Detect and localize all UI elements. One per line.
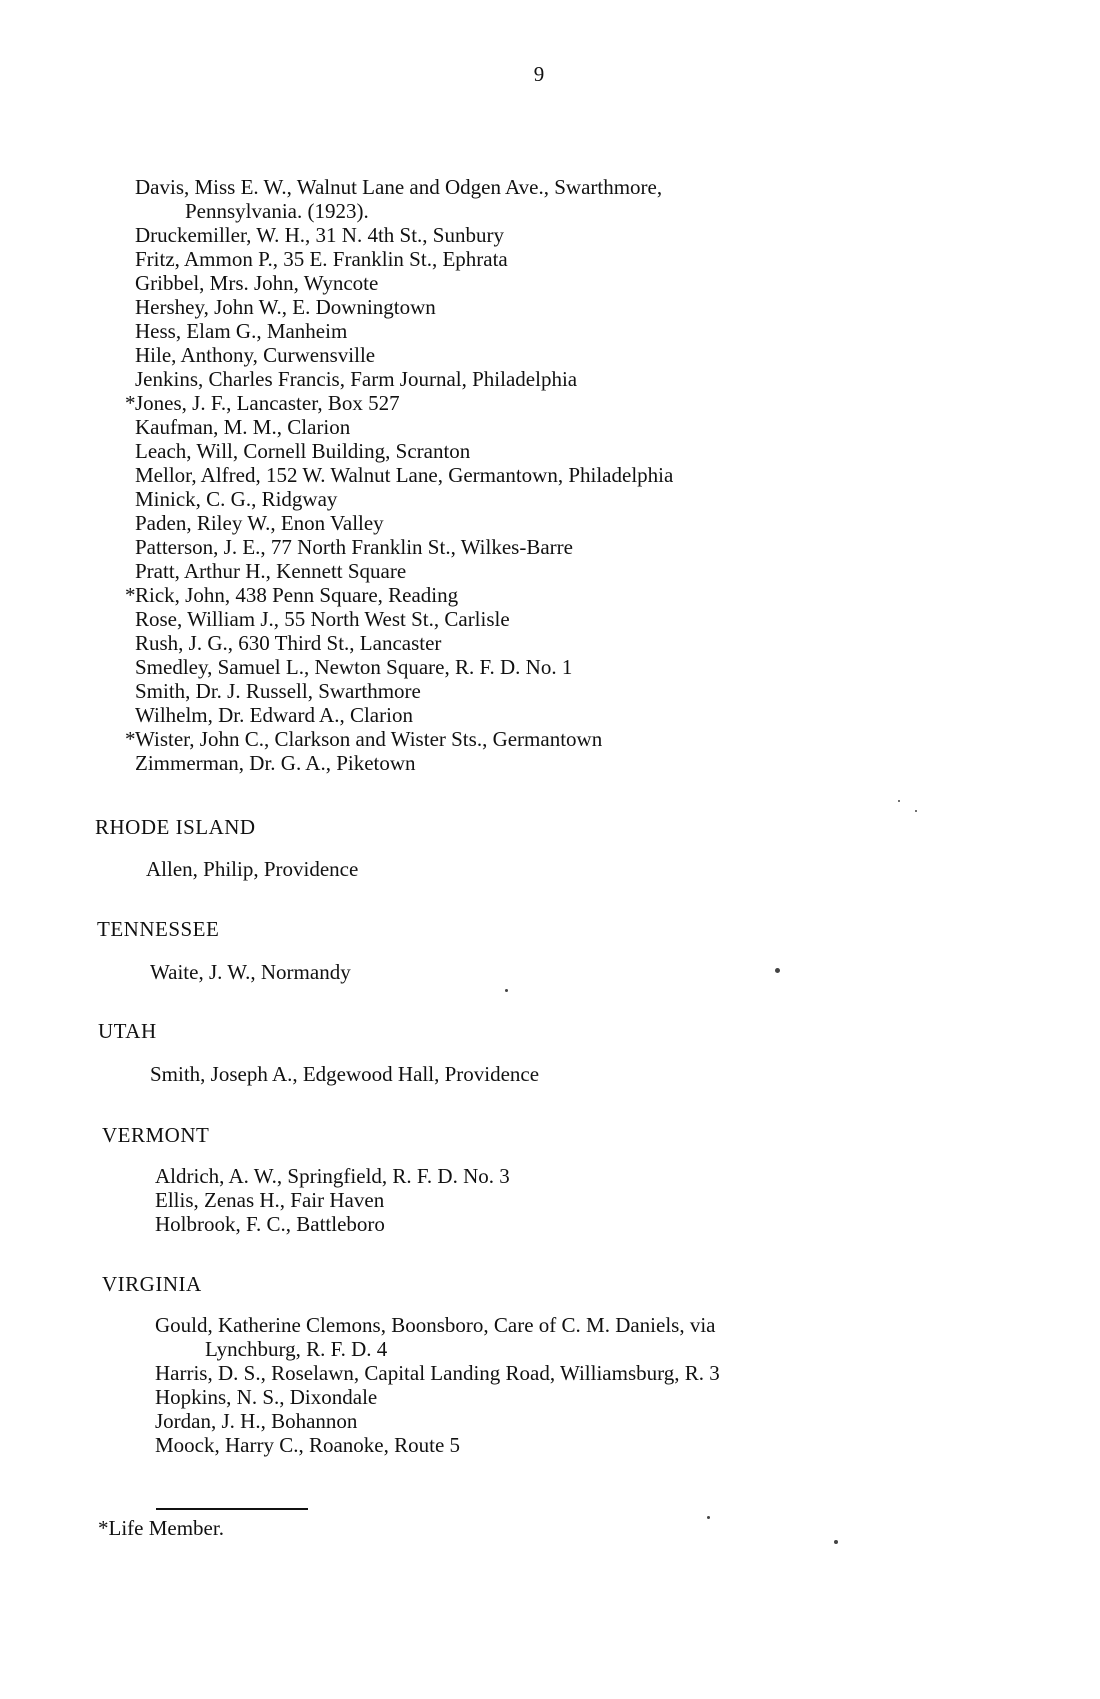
list-item xyxy=(135,439,977,463)
entry-text: Ellis, Zenas H., Fair Haven xyxy=(155,1188,385,1212)
entry-text: Hershey, John W., E. Downingtown xyxy=(135,295,436,319)
entry-text: Rick, John, 438 Penn Square, Reading xyxy=(135,583,459,607)
entry-text: Davis, Miss E. W., Walnut Lane and Odgen Ave., Swarthmore, xyxy=(135,175,663,199)
entry-text: Aldrich, A. W., Springfield, R. F. D. No. 3 xyxy=(155,1164,510,1188)
list-item xyxy=(155,1164,510,1188)
entry-text: Waite, J. W., Normandy xyxy=(150,960,351,984)
scan-speck xyxy=(707,1516,710,1519)
list-item xyxy=(135,247,977,271)
tennessee-list xyxy=(150,960,351,984)
entry-continuation: Lynchburg, R. F. D. 4 xyxy=(205,1337,388,1361)
entry-text: Rose, William J., 55 North West St., Carlisle xyxy=(135,607,510,631)
entry-text: Leach, Will, Cornell Building, Scranton xyxy=(135,439,471,463)
entry-text: Jordan, J. H., Bohannon xyxy=(155,1409,358,1433)
entry-text: Minick, C. G., Ridgway xyxy=(135,487,338,511)
scan-speck xyxy=(915,810,917,812)
list-item xyxy=(135,319,977,343)
list-item xyxy=(135,607,977,631)
entry-text: Patterson, J. E., 77 North Franklin St., Wilkes-Barre xyxy=(135,535,573,559)
entry-text: Zimmerman, Dr. G. A., Piketown xyxy=(135,751,416,775)
entry-text: Paden, Riley W., Enon Valley xyxy=(135,511,384,535)
list-item xyxy=(155,1361,969,1385)
list-item xyxy=(135,751,977,775)
list-item xyxy=(150,960,351,984)
scan-speck xyxy=(834,1540,838,1544)
entry-text: Holbrook, F. C., Battleboro xyxy=(155,1212,385,1236)
list-item xyxy=(135,295,977,319)
entry-text: Jenkins, Charles Francis, Farm Journal, Philadelphia xyxy=(135,367,578,391)
entry-continuation: Pennsylvania. (1923). xyxy=(185,199,369,223)
scan-speck xyxy=(898,800,900,802)
entry-text: Hopkins, N. S., Dixondale xyxy=(155,1385,378,1409)
list-item xyxy=(155,1212,510,1236)
entry-text: Smedley, Samuel L., Newton Square, R. F. D. No. 1 xyxy=(135,655,573,679)
vermont-list xyxy=(155,1164,510,1236)
entry-text: Druckemiller, W. H., 31 N. 4th St., Sunbury xyxy=(135,223,504,247)
entry-text: Smith, Dr. J. Russell, Swarthmore xyxy=(135,679,421,703)
list-item xyxy=(155,1385,969,1409)
list-item xyxy=(155,1188,510,1212)
footnote: *Life Member. xyxy=(98,1516,224,1540)
pennsylvania-list xyxy=(125,175,977,775)
entry-text: Fritz, Ammon P., 35 E. Franklin St., Ephrata xyxy=(135,247,508,271)
list-item xyxy=(135,631,977,655)
list-item xyxy=(135,343,977,367)
list-item xyxy=(135,271,977,295)
entry-text: Allen, Philip, Providence xyxy=(146,857,359,881)
list-item xyxy=(155,1409,969,1433)
list-item xyxy=(155,1433,969,1457)
list-item xyxy=(135,703,977,727)
scan-speck xyxy=(505,989,508,992)
list-item xyxy=(135,367,977,391)
entry-text: Gould, Katherine Clemons, Boonsboro, Care of C. M. Daniels, via xyxy=(155,1313,716,1337)
list-item xyxy=(135,223,977,247)
page-number: 9 xyxy=(533,62,545,86)
utah-list xyxy=(150,1062,539,1086)
list-item xyxy=(135,679,977,703)
state-heading-vermont: VERMONT xyxy=(102,1123,210,1147)
entry-text: Kaufman, M. M., Clarion xyxy=(135,415,351,439)
list-item xyxy=(125,583,977,607)
entry-text: Smith, Joseph A., Edgewood Hall, Providence xyxy=(150,1062,540,1086)
list-item xyxy=(155,1313,969,1361)
entry-text: Mellor, Alfred, 152 W. Walnut Lane, Germantown, Philadelphia xyxy=(135,463,674,487)
entry-text: Wilhelm, Dr. Edward A., Clarion xyxy=(135,703,413,727)
list-item xyxy=(135,655,977,679)
list-item xyxy=(135,463,977,487)
entry-text: Rush, J. G., 630 Third St., Lancaster xyxy=(135,631,442,655)
list-item xyxy=(150,1062,539,1086)
entry-text: Hess, Elam G., Manheim xyxy=(135,319,348,343)
life-member-mark: * xyxy=(125,583,136,607)
rhode-island-list xyxy=(146,857,358,881)
entry-text: Jones, J. F., Lancaster, Box 527 xyxy=(135,391,400,415)
entry-text: Harris, D. S., Roselawn, Capital Landing Road, Williamsburg, R. 3 xyxy=(155,1361,720,1385)
state-heading-rhode-island: RHODE ISLAND xyxy=(95,815,256,839)
scan-speck xyxy=(775,968,780,973)
life-member-mark: * xyxy=(125,391,136,415)
entry-text: Wister, John C., Clarkson and Wister Sts., Germantown xyxy=(135,727,603,751)
entry-text: Gribbel, Mrs. John, Wyncote xyxy=(135,271,379,295)
list-item xyxy=(135,415,977,439)
state-heading-utah: UTAH xyxy=(98,1019,157,1043)
virginia-list xyxy=(155,1313,969,1457)
state-heading-virginia: VIRGINIA xyxy=(102,1272,202,1296)
list-item xyxy=(135,487,977,511)
list-item xyxy=(146,857,358,881)
life-member-mark: * xyxy=(125,727,136,751)
list-item xyxy=(135,511,977,535)
entry-text: Pratt, Arthur H., Kennett Square xyxy=(135,559,407,583)
state-heading-tennessee: TENNESSEE xyxy=(97,917,220,941)
list-item xyxy=(125,727,977,751)
list-item xyxy=(135,559,977,583)
entry-text: Hile, Anthony, Curwensville xyxy=(135,343,376,367)
list-item xyxy=(135,175,977,223)
list-item xyxy=(135,535,977,559)
entry-text: Moock, Harry C., Roanoke, Route 5 xyxy=(155,1433,461,1457)
list-item xyxy=(125,391,977,415)
footnote-rule xyxy=(156,1508,308,1510)
